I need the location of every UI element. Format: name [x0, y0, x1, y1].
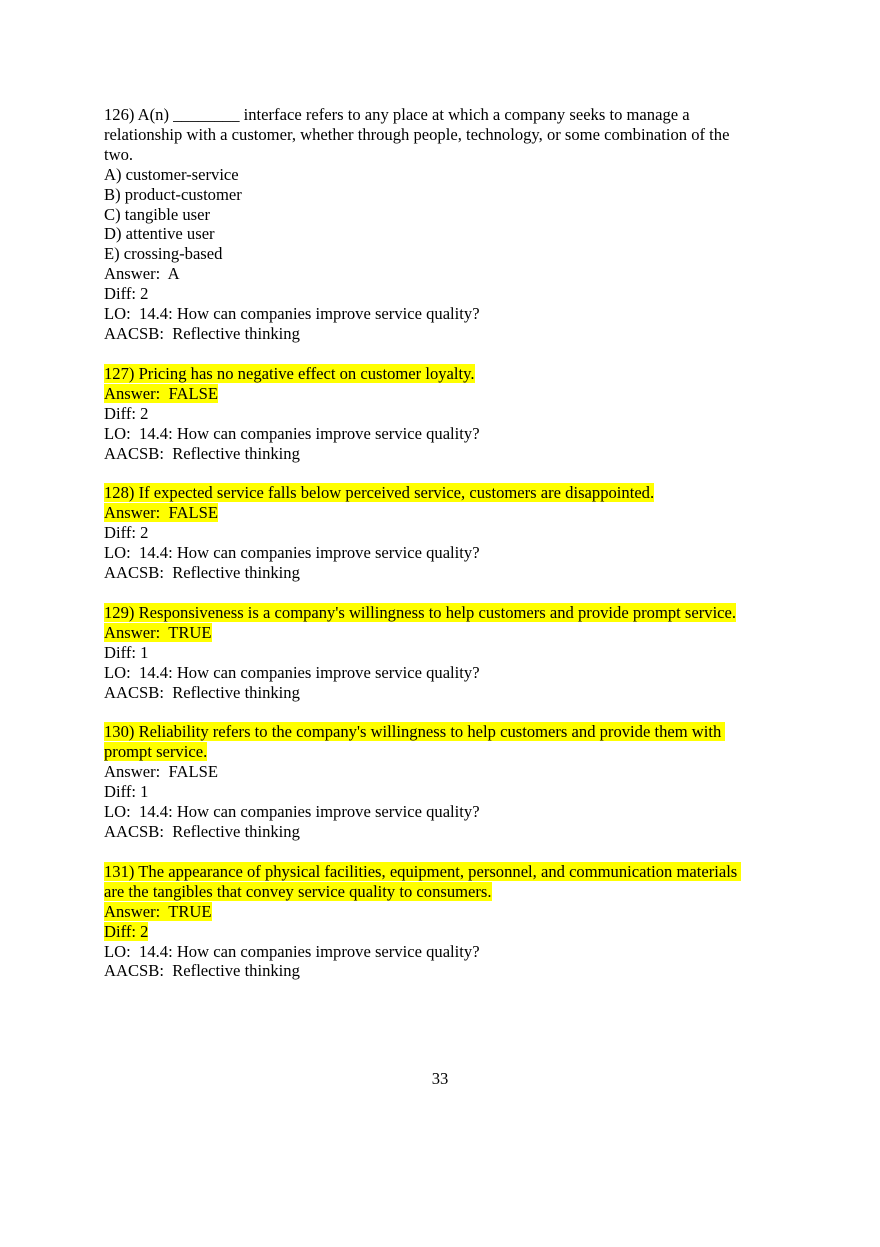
line-text: relationship with a customer, whether through people, technology, or some combination of the [104, 124, 730, 144]
line-text: LO: 14.4: How can companies improve service quality? [104, 543, 480, 563]
line-text: Answer: A [104, 264, 180, 284]
highlighted-text: 129) Responsiveness is a company's willingness to help customers and provide prompt service. [104, 602, 737, 622]
question-line [104, 444, 774, 464]
question-line [104, 742, 774, 762]
highlighted-text: are the tangibles that convey service quality to consumers. [104, 881, 492, 901]
question-line [104, 523, 774, 543]
question-line [104, 782, 774, 802]
line-text: two. [104, 144, 134, 164]
line-text: Diff: 1 [104, 782, 149, 802]
line-text: LO: 14.4: How can companies improve service quality? [104, 941, 480, 961]
question-line [104, 424, 774, 444]
line-text: AACSB: Reflective thinking [104, 443, 300, 463]
question-line [104, 165, 774, 185]
line-text: C) tangible user [104, 204, 210, 224]
question-block [104, 364, 774, 464]
question-line [104, 922, 774, 942]
line-text: A) customer-service [104, 164, 239, 184]
document-page [104, 105, 774, 981]
question-line [104, 802, 774, 822]
question-block [104, 722, 774, 841]
question-line [104, 205, 774, 225]
question-block [104, 105, 774, 344]
line-text: Diff: 1 [104, 642, 149, 662]
highlighted-text: Answer: FALSE [104, 503, 219, 523]
line-text: AACSB: Reflective thinking [104, 682, 300, 702]
question-line [104, 503, 774, 523]
page-number: 33 [431, 1069, 449, 1088]
question-line [104, 822, 774, 842]
question-line [104, 125, 774, 145]
question-line [104, 961, 774, 981]
question-line [104, 603, 774, 623]
question-line [104, 762, 774, 782]
question-line [104, 683, 774, 703]
highlighted-text: 130) Reliability refers to the company's willingness to help customers and provide them with [104, 722, 726, 742]
line-text: B) product-customer [104, 184, 242, 204]
line-text: Answer: FALSE [104, 762, 219, 782]
line-text: Diff: 2 [104, 284, 149, 304]
question-line [104, 543, 774, 563]
line-text: D) attentive user [104, 224, 215, 244]
question-block [104, 862, 774, 981]
question-line [104, 663, 774, 683]
question-line [104, 483, 774, 503]
question-line [104, 643, 774, 663]
question-line [104, 623, 774, 643]
question-line [104, 862, 774, 882]
line-text: Diff: 2 [104, 523, 149, 543]
line-text: LO: 14.4: How can companies improve service quality? [104, 802, 480, 822]
line-text: AACSB: Reflective thinking [104, 822, 300, 841]
line-text: LO: 14.4: How can companies improve service quality? [104, 662, 480, 682]
line-text: AACSB: Reflective thinking [104, 323, 300, 343]
highlighted-text: 131) The appearance of physical facilities, equipment, personnel, and communication materials [104, 861, 742, 881]
highlighted-text: Answer: TRUE [104, 622, 212, 642]
question-line [104, 902, 774, 922]
line-text: AACSB: Reflective thinking [104, 961, 300, 981]
line-text: LO: 14.4: How can companies improve service quality? [104, 423, 480, 443]
question-line [104, 264, 774, 284]
highlighted-text: 127) Pricing has no negative effect on customer loyalty. [104, 363, 475, 383]
question-line [104, 224, 774, 244]
question-line [104, 942, 774, 962]
question-line [104, 364, 774, 384]
line-text: AACSB: Reflective thinking [104, 563, 300, 583]
question-line [104, 324, 774, 344]
question-line [104, 244, 774, 264]
question-line [104, 105, 774, 125]
question-line [104, 185, 774, 205]
highlighted-text: 128) If expected service falls below perceived service, customers are disappointed. [104, 483, 655, 503]
question-line [104, 304, 774, 324]
highlighted-text: Diff: 2 [104, 921, 149, 941]
question-line [104, 882, 774, 902]
question-line [104, 563, 774, 583]
line-text: Diff: 2 [104, 403, 149, 423]
highlighted-text: Answer: FALSE [104, 383, 219, 403]
question-line [104, 284, 774, 304]
line-text: LO: 14.4: How can companies improve service quality? [104, 304, 480, 324]
line-text: E) crossing-based [104, 244, 223, 264]
question-line [104, 145, 774, 165]
question-line [104, 404, 774, 424]
highlighted-text: Answer: TRUE [104, 901, 212, 921]
question-block [104, 483, 774, 583]
question-list [104, 105, 774, 981]
question-block [104, 603, 774, 703]
line-text: 126) A(n) ________ interface refers to any place at which a company seeks to manage a [104, 105, 690, 124]
question-line [104, 384, 774, 404]
highlighted-text: prompt service. [104, 742, 208, 762]
question-line [104, 722, 774, 742]
